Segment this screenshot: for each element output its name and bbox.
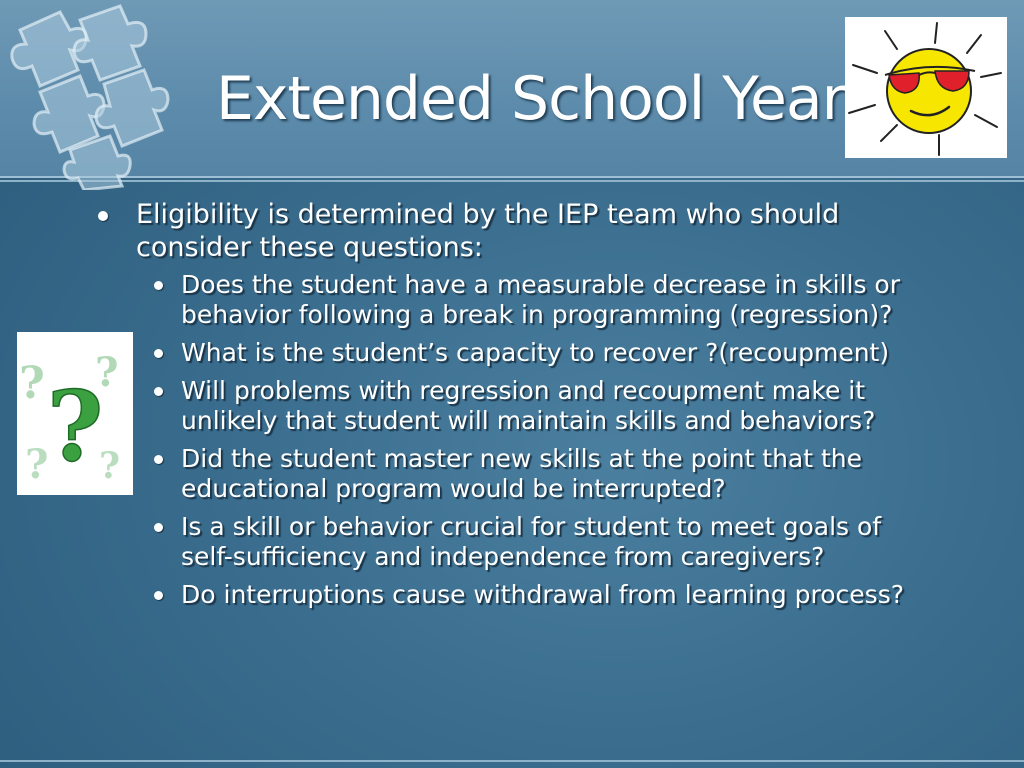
question-item <box>141 376 921 436</box>
puzzle-pieces-decoration <box>0 0 200 190</box>
bullet-dot <box>154 349 163 358</box>
question-item <box>141 338 921 368</box>
bullet-dot <box>154 591 163 600</box>
question-text: Does the student have a measurable decrease in skills or behavior following a break in programming (regression)? <box>181 270 901 329</box>
question-list <box>141 270 958 610</box>
question-item <box>141 270 921 330</box>
bullet-dot <box>154 455 163 464</box>
question-text: What is the student’s capacity to recover ?(recoupment) <box>181 338 890 367</box>
question-mark-small: ? <box>99 445 121 487</box>
bullet-dot <box>98 211 108 221</box>
sun-icon <box>845 17 1007 158</box>
question-item <box>141 580 921 610</box>
sun-sunglasses-image <box>845 17 1007 158</box>
bullet-dot <box>154 523 163 532</box>
main-bullet-text: Eligibility is determined by the IEP team who should consider these questions: <box>136 199 840 263</box>
bullet-dot <box>154 281 163 290</box>
bullet-list <box>98 198 958 618</box>
question-item <box>141 512 921 572</box>
bottom-divider <box>0 760 1024 762</box>
slide-title: Extended School Year <box>216 64 846 134</box>
question-mark-large: ? <box>47 370 104 483</box>
question-mark-small: ? <box>25 441 49 488</box>
question-mark-small: ? <box>95 349 119 396</box>
question-mark-small: ? <box>19 358 45 409</box>
bullet-dot <box>154 387 163 396</box>
question-text: Do interruptions cause withdrawal from learning process? <box>181 580 904 609</box>
question-item <box>141 444 921 504</box>
question-text: Will problems with regression and recoupment make it unlikely that student will maintain skills and behaviors? <box>181 376 876 435</box>
main-bullet <box>98 198 958 610</box>
question-text: Did the student master new skills at the point that the educational program would be interrupted? <box>181 444 863 503</box>
question-text: Is a skill or behavior crucial for student to meet goals of self-sufficiency and independence from caregivers? <box>181 512 882 571</box>
